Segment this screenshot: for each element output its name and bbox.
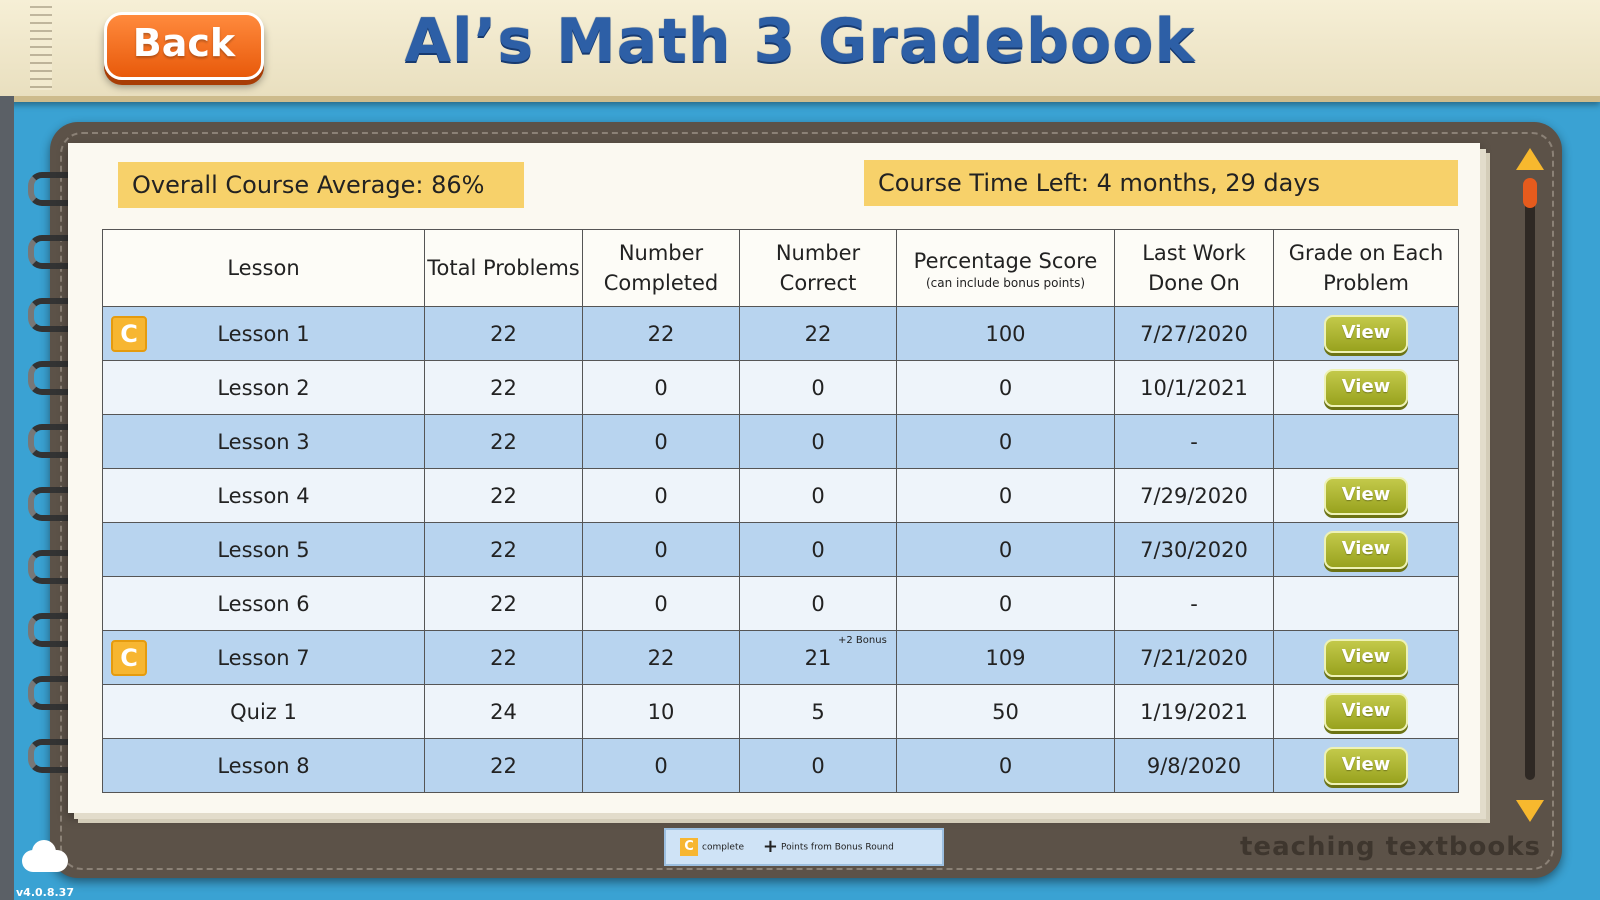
cell-grade-each [1274,739,1459,793]
cell-last-work: 7/29/2020 [1115,469,1274,523]
gradebook-table [102,229,1459,793]
cell-number-correct [740,469,897,523]
lesson-name: Lesson 4 [217,483,310,508]
cell-number-completed: 0 [583,739,740,793]
cell-number-completed: 22 [583,307,740,361]
cell-number-completed: 10 [583,685,740,739]
cell-lesson [103,415,425,469]
header-grade-each: Grade on Each Problem [1274,230,1459,307]
cell-last-work: 10/1/2021 [1115,361,1274,415]
scrollbar-thumb[interactable] [1523,178,1537,208]
cell-percentage-score: 0 [897,361,1115,415]
cell-total-problems: 22 [425,523,583,577]
cloud-icon[interactable] [22,850,68,872]
correct-value: 0 [811,753,825,778]
cell-lesson [103,739,425,793]
cell-number-correct [740,523,897,577]
version-label: v4.0.8.37 [16,886,74,899]
cell-last-work: - [1115,415,1274,469]
cell-number-completed: 22 [583,631,740,685]
lesson-name: Lesson 3 [217,429,310,454]
header-last-work: Last Work Done On [1115,230,1274,307]
cell-total-problems: 22 [425,739,583,793]
header-number-completed: Number Completed [583,230,740,307]
cell-number-correct [740,577,897,631]
cell-last-work: 9/8/2020 [1115,739,1274,793]
cell-last-work: 1/19/2021 [1115,685,1274,739]
table-row [103,307,1459,361]
correct-value: 22 [804,321,832,346]
cell-total-problems: 22 [425,469,583,523]
correct-value: 0 [811,429,825,454]
cell-percentage-score: 50 [897,685,1115,739]
header-lesson: Lesson [103,230,425,307]
page-title: Al’s Math 3 Gradebook [404,6,1196,76]
cell-number-correct [740,415,897,469]
cell-lesson [103,577,425,631]
cell-last-work: 7/30/2020 [1115,523,1274,577]
header-total-problems: Total Problems [425,230,583,307]
correct-value: 5 [811,699,825,724]
view-button[interactable]: View [1324,369,1408,407]
view-button[interactable]: View [1324,693,1408,731]
plus-icon: + [762,836,779,857]
cell-grade-each [1274,685,1459,739]
cell-last-work: 7/27/2020 [1115,307,1274,361]
table-row [103,577,1459,631]
lesson-name: Lesson 1 [217,321,310,346]
complete-badge-icon: C [111,316,147,352]
triangle-up-icon[interactable] [1516,148,1544,170]
view-button[interactable]: View [1324,477,1408,515]
cell-percentage-score: 0 [897,577,1115,631]
correct-value: 0 [811,483,825,508]
cell-total-problems: 22 [425,361,583,415]
triangle-down-icon[interactable] [1516,800,1544,822]
cell-lesson [103,631,425,685]
cell-last-work: - [1115,577,1274,631]
cell-lesson [103,361,425,415]
cell-lesson [103,685,425,739]
brand-logo: teaching textbooks [1240,832,1541,862]
view-button[interactable]: View [1324,531,1408,569]
cell-number-correct [740,361,897,415]
correct-value: 0 [811,375,825,400]
cell-number-correct [740,739,897,793]
cell-grade-each [1274,361,1459,415]
bonus-note: +2 Bonus [838,635,887,646]
cell-lesson [103,523,425,577]
correct-value: 21 [804,645,832,670]
cell-percentage-score: 0 [897,415,1115,469]
table-row [103,739,1459,793]
correct-value: 0 [811,537,825,562]
cell-grade-each [1274,577,1459,631]
cell-number-completed: 0 [583,415,740,469]
correct-value: 0 [811,591,825,616]
header-percentage-score [897,230,1115,307]
cell-grade-each [1274,469,1459,523]
table-row [103,685,1459,739]
course-average: Overall Course Average: 86% [118,162,524,208]
cell-number-completed: 0 [583,577,740,631]
table-row [103,361,1459,415]
lesson-name: Lesson 2 [217,375,310,400]
cell-total-problems: 24 [425,685,583,739]
lesson-name: Lesson 6 [217,591,310,616]
cell-percentage-score: 0 [897,739,1115,793]
view-button[interactable]: View [1324,747,1408,785]
table-row [103,469,1459,523]
left-edge [0,96,14,900]
lesson-name: Lesson 7 [217,645,310,670]
complete-badge-icon: C [680,838,698,856]
table-row [103,631,1459,685]
cell-total-problems: 22 [425,577,583,631]
cell-last-work: 7/21/2020 [1115,631,1274,685]
cell-grade-each [1274,523,1459,577]
header-percentage-label: Percentage Score [913,249,1098,273]
cell-number-completed: 0 [583,469,740,523]
view-button[interactable]: View [1324,315,1408,353]
course-time-left: Course Time Left: 4 months, 29 days [864,160,1458,206]
header-number-correct: Number Correct [740,230,897,307]
table-header-row [103,230,1459,307]
cell-grade-each [1274,415,1459,469]
cell-grade-each [1274,307,1459,361]
legend-bonus-label: Points from Bonus Round [781,842,894,853]
lesson-name: Quiz 1 [230,699,297,724]
cell-total-problems: 22 [425,415,583,469]
complete-badge-icon: C [111,640,147,676]
lesson-name: Lesson 5 [217,537,310,562]
cell-percentage-score: 109 [897,631,1115,685]
cell-number-correct [740,631,897,685]
cell-percentage-score: 0 [897,469,1115,523]
cell-number-completed: 0 [583,361,740,415]
legend-complete-label: complete [702,842,745,853]
cell-percentage-score: 0 [897,523,1115,577]
cell-percentage-score: 100 [897,307,1115,361]
cell-number-correct [740,307,897,361]
view-button[interactable]: View [1324,639,1408,677]
cell-total-problems: 22 [425,307,583,361]
table-row [103,523,1459,577]
legend [664,828,944,866]
cell-grade-each [1274,631,1459,685]
back-button[interactable]: Back [104,12,264,80]
table-row [103,415,1459,469]
cell-lesson [103,469,425,523]
cell-number-correct [740,685,897,739]
scrollbar-track[interactable] [1525,182,1535,780]
cell-lesson [103,307,425,361]
cell-total-problems: 22 [425,631,583,685]
cell-number-completed: 0 [583,523,740,577]
lesson-name: Lesson 8 [217,753,310,778]
header-percentage-note: (can include bonus points) [925,276,1086,290]
